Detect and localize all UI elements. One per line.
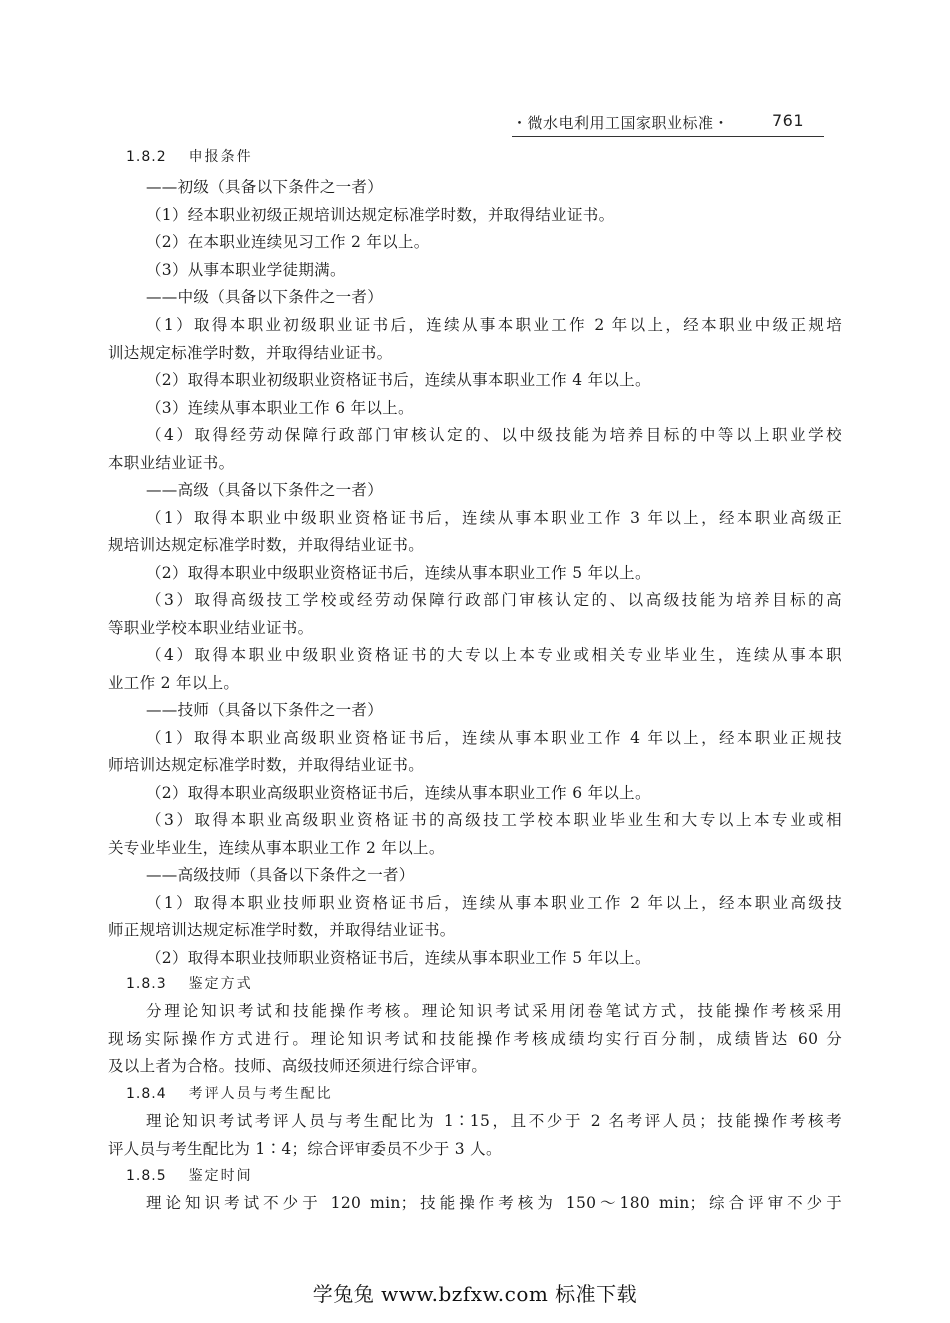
paragraph-line: （1）取得本职业高级职业资格证书后，连续从事本职业工作 4 年以上，经本职业正规技 [146,729,842,747]
paragraph-line: （2）取得本职业高级职业资格证书后，连续从事本职业工作 6 年以上。 [146,784,651,802]
paragraph-line: 师培训达规定标准学时数，并取得结业证书。 [108,756,425,774]
section-heading-1-8-3 [126,973,253,995]
paragraph-line: （3）取得高级技工学校或经劳动保障行政部门审核认定的、以高级技能为培养目标的高 [146,591,842,609]
paragraph-line: 规培训达规定标准学时数，并取得结业证书。 [108,536,425,554]
section-number: 1.8.5 [126,1168,167,1184]
section-heading-1-8-5 [126,1165,253,1187]
paragraph-line: （1）取得本职业技师职业资格证书后，连续从事本职业工作 2 年以上，经本职业高级技 [146,894,842,912]
section-title: 申报条件 [188,149,253,165]
paragraph-line: 本职业结业证书。 [108,454,235,472]
paragraph-line: （2）在本职业连续见习工作 2 年以上。 [146,233,430,251]
paragraph-line: 理论知识考试不少于 120 min；技能操作考核为 150～180 min；综合评审不少于 [146,1194,842,1212]
paragraph-line: （1）取得本职业中级职业资格证书后，连续从事本职业工作 3 年以上，经本职业高级正 [146,509,842,527]
paragraph-line: 业工作 2 年以上。 [108,674,240,692]
paragraph-line: 师正规培训达规定标准学时数，并取得结业证书。 [108,921,456,939]
paragraph-line: （3）取得本职业高级职业资格证书的高级技工学校本职业毕业生和大专以上本专业或相 [146,811,842,829]
paragraph-line: 关专业毕业生，连续从事本职业工作 2 年以上。 [108,839,445,857]
level-heading-intermediate: ——中级（具备以下条件之一者） [146,288,384,306]
paragraph-line: 训达规定标准学时数，并取得结业证书。 [108,344,393,362]
paragraph-line: （3）连续从事本职业工作 6 年以上。 [146,399,414,417]
paragraph-line: （1）经本职业初级正规培训达规定标准学时数，并取得结业证书。 [146,206,615,224]
level-heading-technician: ——技师（具备以下条件之一者） [146,701,384,719]
level-heading-advanced: ——高级（具备以下条件之一者） [146,481,384,499]
section-heading-1-8-4 [126,1083,333,1105]
paragraph-line: （3）从事本职业学徒期满。 [146,261,346,279]
paragraph-line: （1）取得本职业初级职业证书后，连续从事本职业工作 2 年以上，经本职业中级正规培 [146,316,842,334]
paragraph-line: 评人员与考生配比为 1∶4；综合评审委员不少于 3 人。 [108,1140,502,1158]
paragraph-line: （4）取得本职业中级职业资格证书的大专以上本专业或相关专业毕业生，连续从事本职 [146,646,842,664]
paragraph-line: （2）取得本职业中级职业资格证书后，连续从事本职业工作 5 年以上。 [146,564,651,582]
paragraph-line: （2）取得本职业初级职业资格证书后，连续从事本职业工作 4 年以上。 [146,371,651,389]
section-title: 考评人员与考生配比 [188,1086,333,1102]
paragraph-line: 及以上者为合格。技师、高级技师还须进行综合评审。 [108,1057,488,1075]
section-number: 1.8.4 [126,1086,167,1102]
level-heading-senior-technician: ——高级技师（具备以下条件之一者） [146,866,415,884]
page-number: 761 [772,111,805,130]
running-title: ・微水电利用工国家职业标准・ [512,114,730,132]
paragraph-line: 等职业学校本职业结业证书。 [108,619,314,637]
level-heading-primary: ——初级（具备以下条件之一者） [146,178,384,196]
watermark-footer: 学兔兔 www.bzfxw.com 标准下载 [312,1282,638,1306]
running-header [512,108,824,137]
section-heading-1-8-2 [126,146,253,168]
section-number: 1.8.2 [126,149,167,165]
paragraph-line: （2）取得本职业技师职业资格证书后，连续从事本职业工作 5 年以上。 [146,949,651,967]
paragraph-line: 现场实际操作方式进行。理论知识考试和技能操作考核成绩均实行百分制，成绩皆达 60 分 [108,1030,842,1048]
section-number: 1.8.3 [126,976,167,992]
section-title: 鉴定方式 [188,976,253,992]
paragraph-line: 理论知识考试考评人员与考生配比为 1∶15，且不少于 2 名考评人员；技能操作考核考 [146,1112,842,1130]
paragraph-line: （4）取得经劳动保障行政部门审核认定的、以中级技能为培养目标的中等以上职业学校 [146,426,842,444]
paragraph-line: 分理论知识考试和技能操作考核。理论知识考试采用闭卷笔试方式，技能操作考核采用 [146,1002,842,1020]
section-title: 鉴定时间 [188,1168,253,1184]
